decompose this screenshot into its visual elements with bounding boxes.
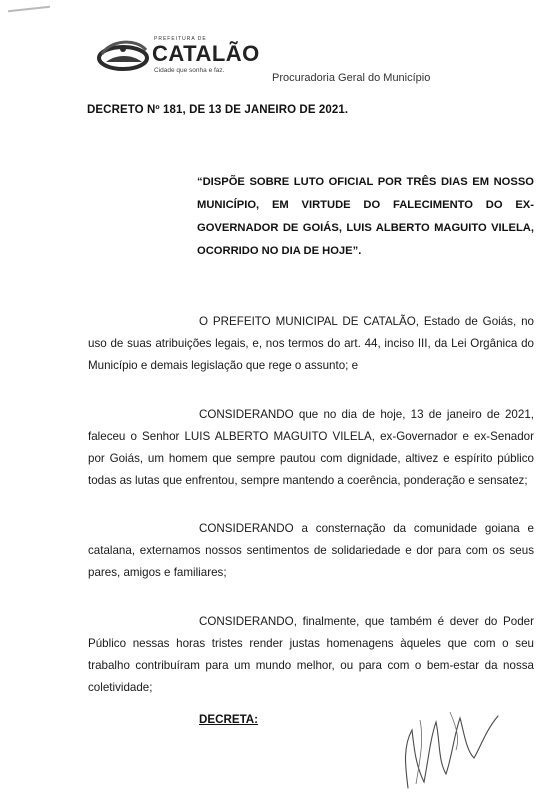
considerando-paragraph: CONSIDERANDO que no dia de hoje, 13 de janeiro de 2021, faleceu o Senhor LUIS ALBERTO MAGUITO VILELA, ex-Governador e ex-Senador por Goiás, um homem que sempre pautou com dignidade, altivez e espírito público todas as lutas que enfrentou, sempre mantendo a coerência, ponderação e sensatez; — [88, 408, 534, 487]
preamble-paragraph: O PREFEITO MUNICIPAL DE CATALÃO, Estado de Goiás, no uso de suas atribuições legais, e, nos termos do art. 44, inciso III, da Lei Orgânica do Município e demais legislação que rege o assunto; e — [88, 315, 534, 372]
handwritten-signature — [390, 700, 510, 790]
considerando-paragraph: CONSIDERANDO, finalmente, que também é dever do Poder Público nessas horas tristes render justas homenagens àqueles que com o seu trabalho contribuíram para um mundo melhor, ou para com o bem-estar da nossa coletividade; — [88, 615, 534, 694]
logo-prefix: PREFEITURA DE — [154, 36, 207, 42]
decree-ementa: “DISPÕE SOBRE LUTO OFICIAL POR TRÊS DIAS EM NOSSO MUNICÍPIO, EM VIRTUDE DO FALECIMENTO DO EX-GOVERNADOR DE GOIÁS, LUIS ALBERTO MAGUITO VILELA, OCORRIDO NO DIA DE HOJE”. — [197, 176, 534, 257]
decree-number: DECRETO Nº 181, DE 13 DE JANEIRO DE 2021. — [87, 104, 349, 116]
office-name: Procuradoria Geral do Município — [272, 72, 431, 84]
scan-mark — [8, 6, 50, 12]
decreta-heading: DECRETA: — [199, 713, 259, 726]
considerando-paragraph: CONSIDERANDO a consternação da comunidade goiana e catalana, externamos nossos sentimentos de solidariedade e dor para com os seus pares, amigos e familiares; — [88, 522, 534, 579]
logo-slogan: Cidade que sonha e faz. — [154, 67, 225, 74]
logo-wordmark: CATALÃO — [152, 41, 260, 66]
catalao-logo-icon — [96, 32, 150, 72]
letterhead — [96, 32, 496, 90]
